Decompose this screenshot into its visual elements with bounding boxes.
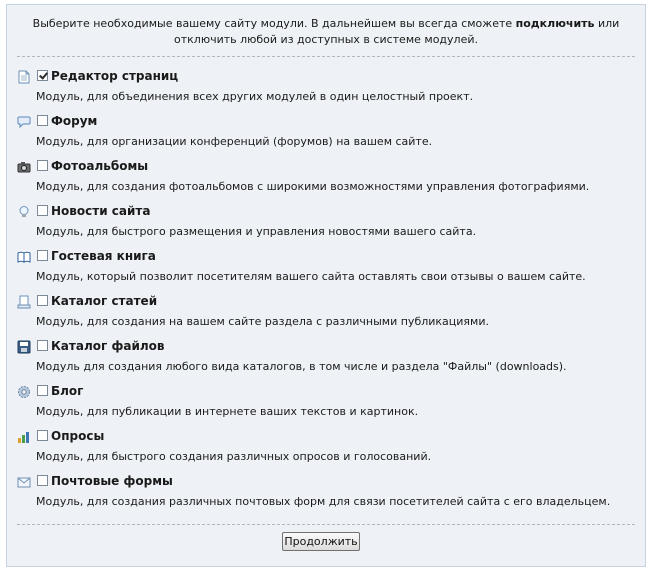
document-tray-icon [17,295,31,309]
intro-text-before: Выберите необходимые вашему сайту модули. В дальнейшем вы всегда сможете [32,17,516,30]
module-checkbox-guestbook[interactable] [37,250,48,261]
module-description: Модуль, для объединения всех других модулей в один целостный проект. [36,90,474,103]
module-item-files [17,339,635,384]
module-item-forum [17,114,635,159]
module-checkbox-blog[interactable] [37,385,48,396]
module-title: Каталог файлов [51,339,165,353]
intro-text-bold: подключить [515,17,595,30]
module-item-polls [17,429,635,474]
module-checkbox-articles[interactable] [37,295,48,306]
module-title: Фотоальбомы [51,159,149,173]
camera-icon [17,160,31,174]
bottom-divider [17,524,635,525]
module-description: Модуль, для публикации в интернете ваших текстов и картинок. [36,405,419,418]
envelope-icon [17,475,31,489]
intro-text [27,16,625,50]
speech-bubble-icon [17,115,31,129]
floppy-disk-icon [17,340,31,354]
module-title: Опросы [51,429,105,443]
module-item-mail-forms [17,474,635,519]
module-checkbox-photo-albums[interactable] [37,160,48,171]
module-item-articles [17,294,635,339]
modules-panel [6,4,646,567]
module-title: Почтовые формы [51,474,173,488]
lightbulb-icon [17,205,31,219]
module-item-photo-albums [17,159,635,204]
module-checkbox-forum[interactable] [37,115,48,126]
module-description: Модуль, для быстрого создания различных опросов и голосований. [36,450,432,463]
module-description: Модуль, для создания фотоальбомов с широкими возможностями управления фотографиями. [36,180,590,193]
bar-chart-icon [17,430,31,444]
top-divider [17,56,635,57]
module-item-page-editor [17,69,635,114]
gear-icon [17,385,31,399]
module-checkbox-site-news[interactable] [37,205,48,216]
module-title: Гостевая книга [51,249,156,263]
module-description: Модуль, для создания различных почтовых форм для связи посетителей сайта с его владельцем. [36,495,611,508]
module-item-guestbook [17,249,635,294]
module-item-site-news [17,204,635,249]
module-description: Модуль, который позволит посетителям вашего сайта оставлять свои отзывы о вашем сайте. [36,270,586,283]
open-book-icon [17,250,31,264]
module-checkbox-mail-forms[interactable] [37,475,48,486]
module-list [17,69,635,519]
intro-text-after: или отключить любой из доступных в системе модулей. [174,17,620,46]
continue-button[interactable]: Продолжить [282,532,360,551]
module-title: Форум [51,114,98,128]
module-checkbox-page-editor[interactable] [37,70,48,81]
module-title: Каталог статей [51,294,158,308]
module-item-blog [17,384,635,429]
module-title: Редактор страниц [51,69,179,83]
module-checkbox-polls[interactable] [37,430,48,441]
module-description: Модуль, для создания на вашем сайте раздела с различными публикациями. [36,315,489,328]
module-title: Новости сайта [51,204,151,218]
module-description: Модуль, для быстрого размещения и управления новостями вашего сайта. [36,225,477,238]
module-description: Модуль для создания любого вида каталогов, в том числе и раздела "Файлы" (downloads). [36,360,567,373]
module-title: Блог [51,384,84,398]
module-description: Модуль, для организации конференций (форумов) на вашем сайте. [36,135,433,148]
module-checkbox-files[interactable] [37,340,48,351]
page-icon [17,70,31,84]
